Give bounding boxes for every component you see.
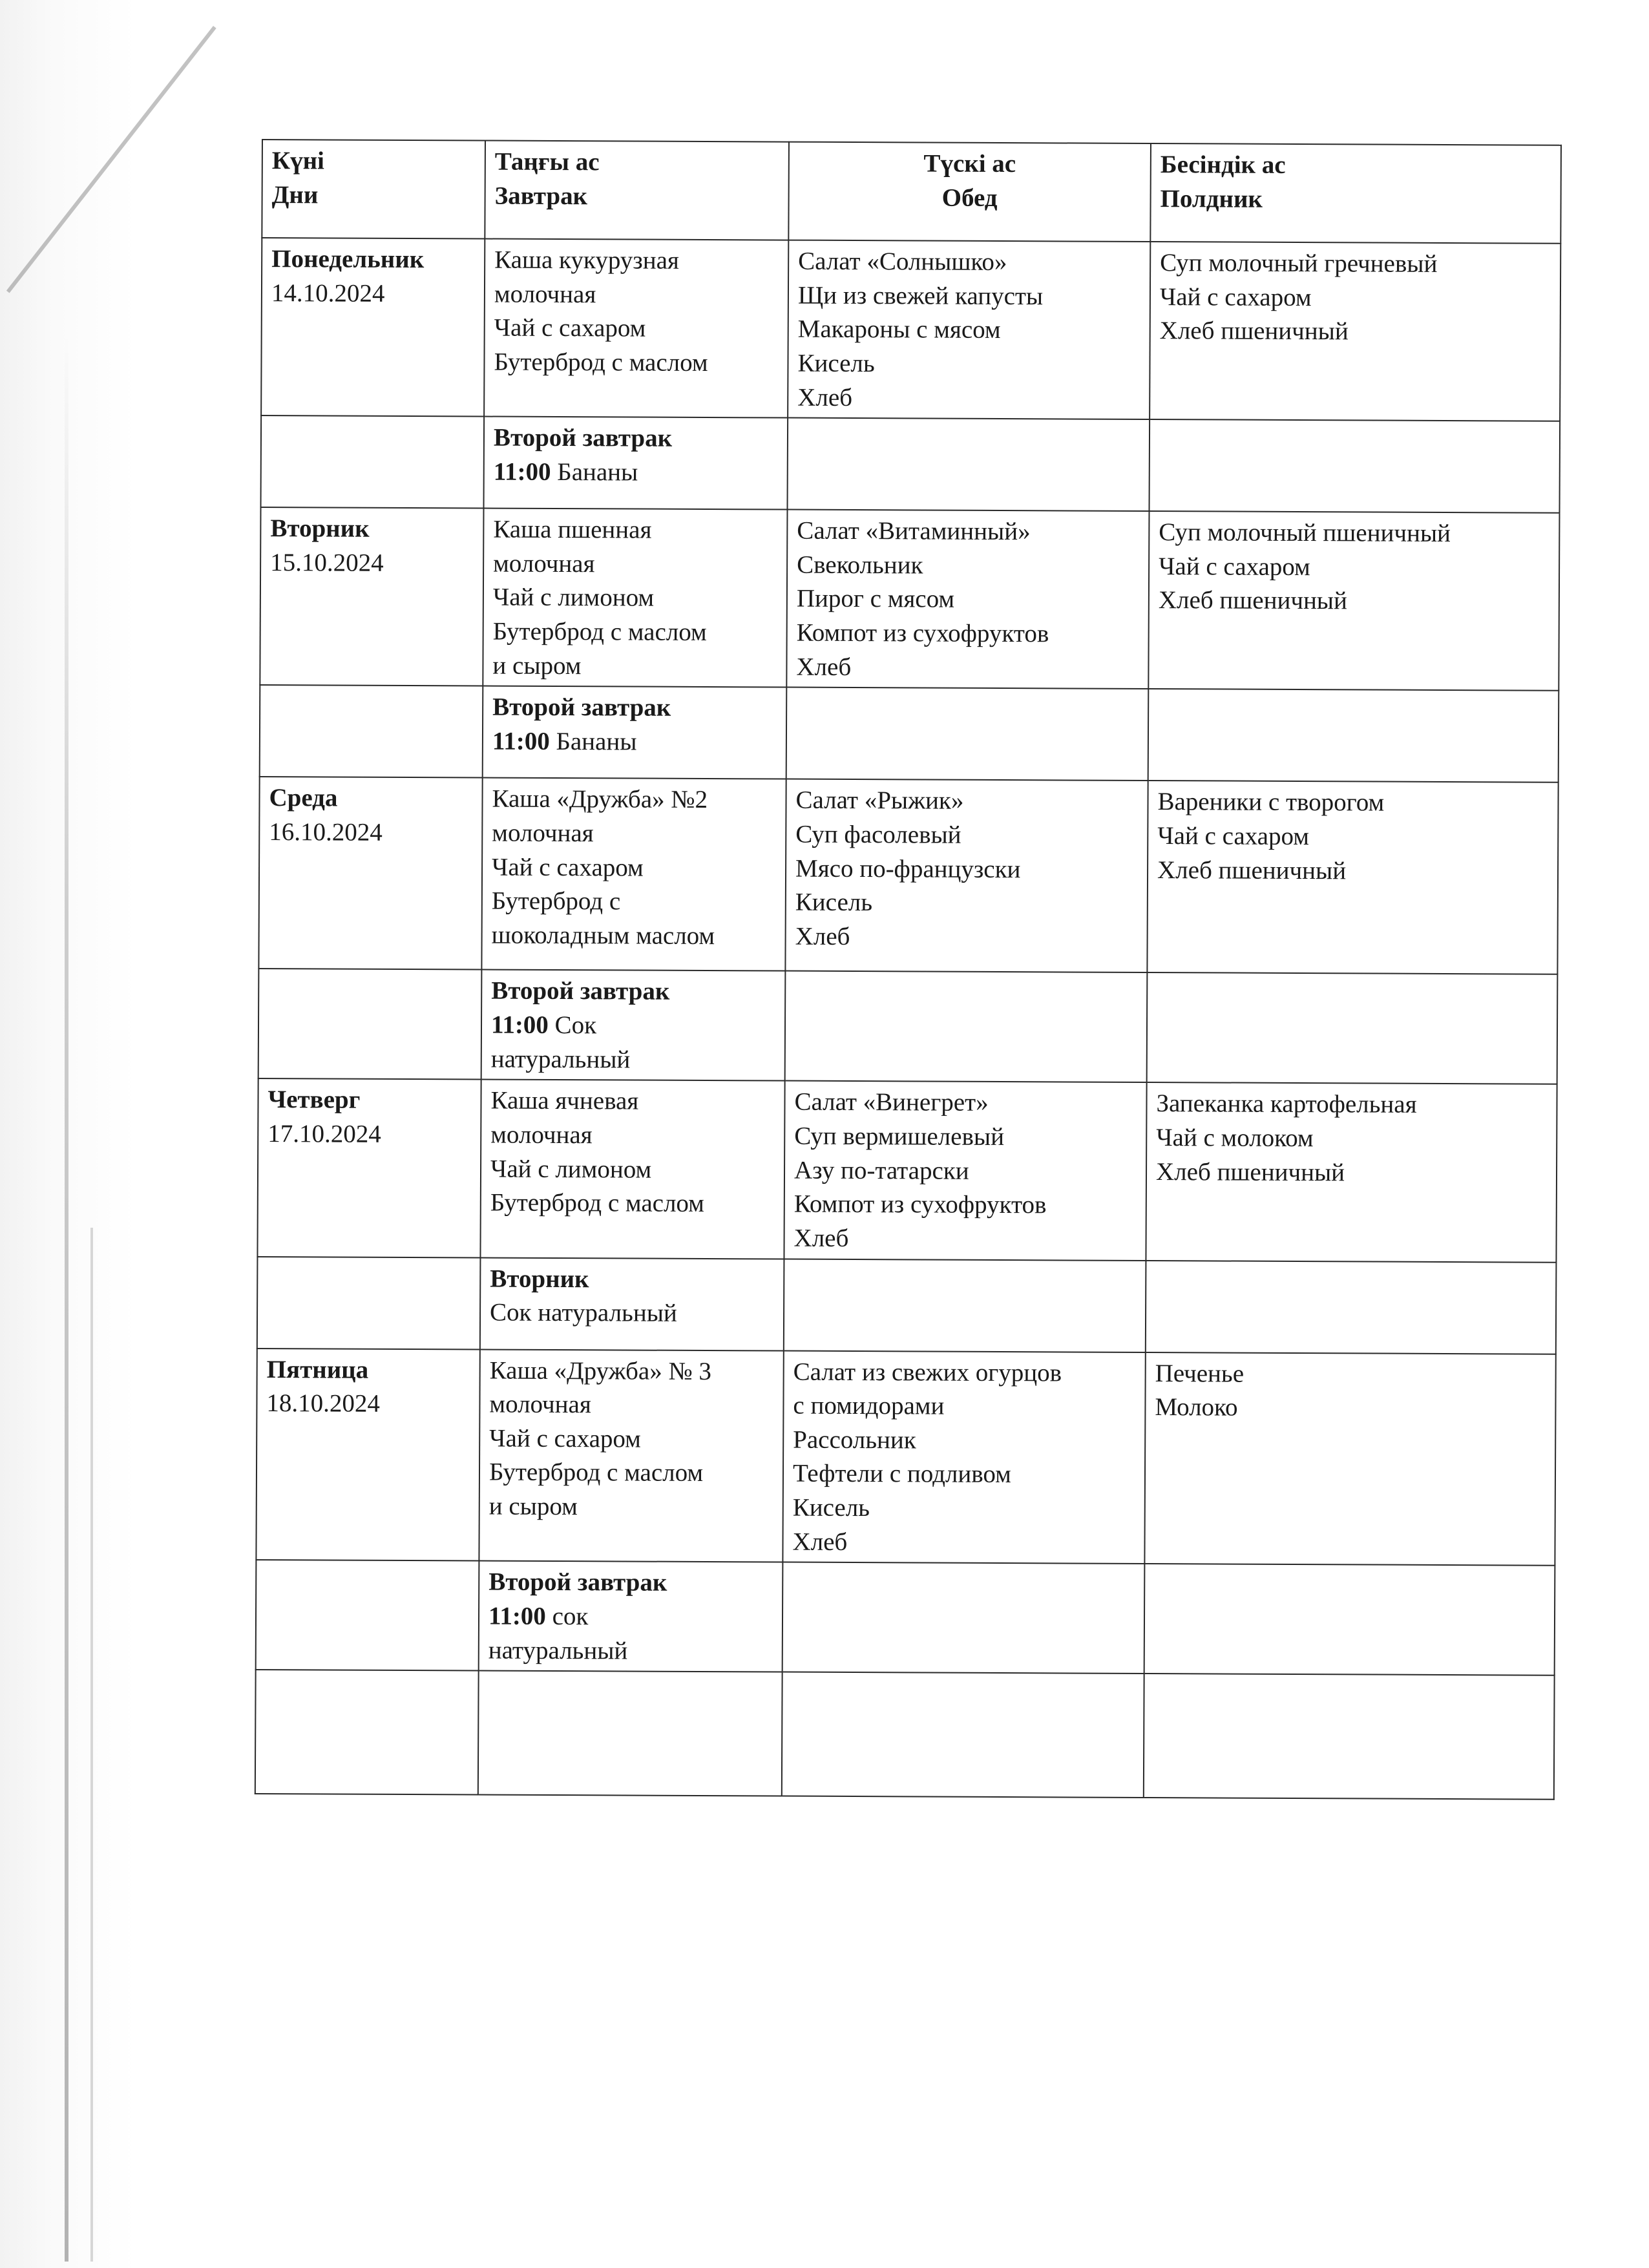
day-date: 14.10.2024	[271, 278, 385, 308]
snack-item: Печенье	[1155, 1359, 1245, 1388]
snack-cell	[1146, 1082, 1557, 1262]
snack-item: Запеканка картофельная	[1156, 1089, 1417, 1119]
snack-item: Молоко	[1155, 1393, 1238, 1422]
header-lunch-ru: Обед	[941, 184, 998, 212]
day-date: 18.10.2024	[266, 1389, 381, 1418]
snack-cell	[1147, 781, 1558, 974]
breakfast-cell	[479, 1349, 783, 1562]
snack-item: Суп молочный гречневый	[1160, 249, 1438, 278]
breakfast-item: Каша ячневая	[490, 1086, 639, 1115]
lunch-cell	[788, 240, 1150, 420]
header-lunch-kz: Түскі ас	[923, 149, 1016, 178]
day-cell	[258, 777, 482, 970]
second-breakfast-item: Бананы	[551, 457, 638, 487]
snack-item: Хлеб пшеничный	[1155, 1157, 1345, 1186]
header-breakfast-ru: Завтрак	[494, 182, 588, 210]
day-cell	[261, 238, 485, 417]
snack-item: Чай с молоком	[1156, 1124, 1314, 1153]
header-snack	[1150, 143, 1561, 244]
second-breakfast-row	[256, 1560, 1555, 1675]
day-date: 17.10.2024	[268, 1120, 381, 1148]
breakfast-cell	[481, 778, 786, 971]
snack-cell	[1150, 242, 1560, 421]
header-day-kz: Күні	[271, 147, 325, 175]
snack-item: Чай с сахаром	[1157, 822, 1310, 851]
second-breakfast-cell	[481, 970, 786, 1081]
breakfast-item: Чай с лимоном	[490, 1155, 652, 1184]
breakfast-item: Бутерброд с маслом	[490, 1188, 705, 1218]
lunch-item: Салат «Рыжик»	[795, 786, 964, 815]
header-breakfast-kz: Таңғы ас	[494, 147, 600, 176]
second-breakfast-time: 11:00	[492, 727, 550, 756]
day-row	[261, 238, 1560, 421]
breakfast-item: молочная	[489, 1390, 591, 1419]
day-row	[260, 507, 1559, 691]
second-breakfast-item-cont: натуральный	[488, 1636, 628, 1665]
header-snack-kz: Бесіндік ас	[1160, 151, 1286, 179]
empty-cell	[1147, 972, 1558, 1084]
second-breakfast-cell	[480, 1257, 784, 1350]
breakfast-cell	[483, 509, 787, 688]
empty-cell	[257, 1257, 481, 1350]
breakfast-item: и сыром	[488, 1492, 578, 1521]
snack-item: Вареники с творогом	[1157, 788, 1385, 817]
empty-cell	[1144, 1564, 1555, 1675]
lunch-cell	[782, 1350, 1145, 1564]
empty-row	[255, 1670, 1555, 1800]
empty-cell	[1149, 419, 1560, 513]
lunch-item: Хлеб	[796, 653, 852, 681]
menu-table	[255, 139, 1562, 1800]
breakfast-item: молочная	[490, 1120, 593, 1150]
second-breakfast-row	[260, 685, 1559, 782]
empty-cell	[788, 418, 1150, 511]
lunch-item: Салат «Винегрет»	[794, 1087, 989, 1117]
breakfast-item: Бутерброд с маслом	[494, 348, 708, 377]
second-breakfast-title: Второй завтрак	[493, 423, 673, 452]
snack-item: Хлеб пшеничный	[1157, 856, 1347, 885]
lunch-item: Хлеб	[797, 383, 853, 412]
day-name: Среда	[269, 784, 338, 812]
snack-cell	[1144, 1352, 1555, 1566]
day-name: Пятница	[266, 1355, 369, 1384]
breakfast-item: Чай с сахаром	[489, 1424, 641, 1453]
empty-cell	[785, 971, 1148, 1082]
header-snack-ru: Полдник	[1160, 184, 1263, 213]
second-breakfast-cell	[484, 417, 788, 510]
header-lunch	[788, 142, 1151, 242]
lunch-item: Салат «Солнышко»	[798, 247, 1007, 277]
lunch-item: Компот из сухофруктов	[796, 618, 1049, 648]
empty-cell	[478, 1671, 782, 1796]
day-cell	[257, 1078, 481, 1257]
second-breakfast-row	[261, 415, 1560, 513]
second-breakfast-row	[257, 1257, 1557, 1354]
lunch-item: Салат «Витаминный»	[797, 516, 1031, 546]
snack-cell	[1148, 511, 1559, 691]
header-breakfast	[485, 141, 789, 240]
breakfast-item: Каша кукурузная	[494, 246, 679, 275]
breakfast-item: молочная	[492, 819, 594, 848]
second-breakfast-title: Второй завтрак	[492, 693, 671, 722]
breakfast-item: молочная	[493, 549, 595, 578]
second-breakfast-title: Второй завтрак	[488, 1568, 667, 1597]
second-breakfast-cell	[479, 1561, 783, 1672]
second-breakfast-item: сок	[545, 1602, 589, 1631]
lunch-item: Хлеб	[792, 1528, 848, 1556]
snack-item: Хлеб пшеничный	[1158, 586, 1348, 615]
empty-cell	[260, 685, 483, 778]
empty-cell	[782, 1672, 1144, 1798]
lunch-item: Рассольник	[793, 1425, 916, 1454]
header-day	[262, 140, 485, 239]
second-breakfast-item: Сок	[548, 1011, 597, 1040]
day-name: Вторник	[270, 514, 370, 543]
breakfast-item: шоколадным маслом	[491, 921, 715, 950]
lunch-item: Макароны с мясом	[797, 315, 1001, 344]
second-breakfast-row	[258, 969, 1558, 1084]
snack-item: Хлеб пшеничный	[1159, 317, 1349, 346]
lunch-item: Кисель	[792, 1493, 870, 1522]
empty-cell	[1144, 1674, 1555, 1800]
breakfast-item: Чай с лимоном	[492, 583, 655, 613]
empty-cell	[786, 688, 1149, 781]
breakfast-item: Каша «Дружба» № 3	[489, 1356, 712, 1385]
lunch-item: Суп фасолевый	[795, 820, 961, 849]
lunch-item: Компот из сухофруктов	[793, 1190, 1047, 1219]
lunch-item: Кисель	[795, 888, 873, 917]
second-breakfast-title: Второй завтрак	[491, 976, 670, 1006]
breakfast-item: Бутерброд с	[491, 887, 621, 916]
breakfast-item: Каша «Дружба» №2	[492, 784, 708, 814]
empty-cell	[258, 969, 482, 1079]
lunch-item: Мясо по-французски	[795, 854, 1021, 883]
empty-cell	[782, 1562, 1145, 1674]
second-breakfast-item-cont: натуральный	[490, 1045, 631, 1074]
breakfast-cell	[480, 1080, 784, 1259]
lunch-item: Кисель	[797, 349, 875, 378]
header-row	[262, 140, 1561, 244]
second-breakfast-time: 11:00	[493, 457, 551, 486]
lunch-item: Салат из свежих огурцов	[793, 1358, 1062, 1387]
day-name: Четверг	[268, 1086, 361, 1115]
scan-streak	[90, 1228, 93, 2262]
snack-item: Суп молочный пшеничный	[1159, 518, 1451, 548]
breakfast-item: Каша пшенная	[493, 515, 652, 544]
day-cell	[260, 507, 483, 686]
empty-cell	[1146, 1261, 1557, 1354]
day-row	[258, 777, 1558, 974]
header-day-ru: Дни	[271, 180, 319, 209]
day-date: 16.10.2024	[269, 818, 383, 846]
second-breakfast-time: 11:00	[488, 1602, 546, 1630]
breakfast-cell	[484, 239, 788, 418]
lunch-item: Щи из свежей капусты	[797, 281, 1044, 310]
second-breakfast-item: Бананы	[549, 728, 637, 756]
breakfast-item: Бутерброд с маслом	[488, 1458, 704, 1487]
breakfast-item: и сыром	[492, 651, 582, 680]
breakfast-item: Чай с сахаром	[494, 313, 646, 342]
breakfast-item: молочная	[494, 280, 596, 308]
empty-cell	[256, 1560, 479, 1670]
second-breakfast-title: Вторник	[490, 1265, 589, 1293]
empty-cell	[261, 415, 485, 509]
lunch-item: Тефтели с подливом	[792, 1460, 1011, 1489]
scan-streak	[65, 336, 68, 2262]
breakfast-item: Чай с сахаром	[491, 853, 644, 882]
snack-item: Чай с сахаром	[1159, 552, 1310, 581]
empty-cell	[255, 1670, 479, 1795]
lunch-item: Хлеб	[793, 1224, 849, 1252]
day-name: Понедельник	[271, 245, 425, 274]
lunch-item: Пирог с мясом	[796, 585, 955, 614]
lunch-item: Свекольник	[797, 551, 923, 580]
lunch-item: с помидорами	[793, 1391, 945, 1420]
snack-item: Чай с сахаром	[1159, 282, 1312, 311]
day-row	[256, 1349, 1555, 1566]
second-breakfast-item: Сок натуральный	[489, 1298, 677, 1327]
lunch-item: Суп вермишелевый	[794, 1122, 1005, 1151]
lunch-cell	[784, 1081, 1146, 1261]
second-breakfast-time: 11:00	[490, 1011, 549, 1039]
empty-cell	[1148, 689, 1559, 782]
second-breakfast-cell	[483, 686, 787, 779]
day-date: 15.10.2024	[270, 548, 384, 577]
lunch-cell	[785, 779, 1148, 972]
breakfast-item: Бутерброд с маслом	[492, 617, 707, 647]
lunch-cell	[786, 510, 1149, 689]
day-cell	[256, 1349, 479, 1561]
menu-body	[256, 238, 1561, 1675]
day-row	[257, 1078, 1557, 1262]
lunch-item: Азу по-татарски	[793, 1156, 969, 1185]
empty-cell	[784, 1259, 1146, 1352]
lunch-item: Хлеб	[795, 922, 850, 950]
